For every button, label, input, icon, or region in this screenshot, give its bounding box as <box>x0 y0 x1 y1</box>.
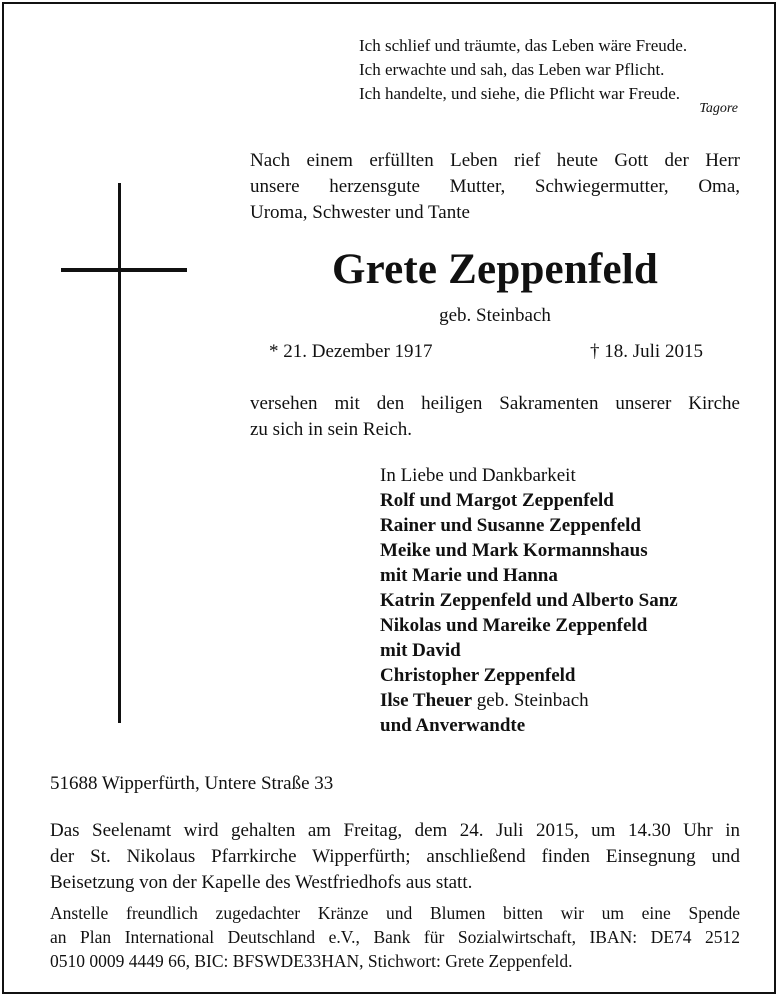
donation-line: an Plan International Deutschland e.V., Bank für Sozialwirtschaft, IBAN: DE74 2512 <box>50 927 740 947</box>
service-line: der St. Nikolaus Pfarrkirche Wipperfürth; anschließend finden Einsegnung und <box>50 846 740 867</box>
intro-line: Nach einem erfüllten Leben rief heute Gott der Herr <box>250 150 740 171</box>
mourners-intro: In Liebe und Dankbarkeit <box>380 465 576 486</box>
intro-line: Uroma, Schwester und Tante <box>250 202 470 223</box>
mourners-closing: und Anverwandte <box>380 715 526 736</box>
mourner-name: Meike und Mark Kormannshaus <box>380 540 648 561</box>
cross-icon <box>118 183 121 723</box>
intro-line: unsere herzensgute Mutter, Schwiegermutter, Oma, <box>250 176 740 197</box>
mourner-name: Christopher Zeppenfeld <box>380 665 576 686</box>
death-date: † 18. Juli 2015 <box>590 341 703 362</box>
mourner-ilse-name: Ilse Theuer <box>380 690 473 711</box>
poem-line: Ich schlief und träumte, das Leben wäre Freude. <box>359 36 688 55</box>
intro-text <box>250 148 740 226</box>
service-line: Das Seelenamt wird gehalten am Freitag, dem 24. Juli 2015, um 14.30 Uhr in <box>50 820 740 841</box>
poem-line: Ich erwachte und sah, das Leben war Pflicht. <box>359 60 665 79</box>
mourner-name: Rolf und Margot Zeppenfeld <box>380 490 614 511</box>
sacraments-line: versehen mit den heiligen Sakramenten unserer Kirche <box>250 393 740 414</box>
deceased-name: Grete Zeppenfeld <box>331 246 659 293</box>
mourner-name: mit David <box>380 640 461 661</box>
poem <box>359 34 687 106</box>
poem-line: Ich handelte, und siehe, die Pflicht war Freude. <box>359 84 681 103</box>
address: 51688 Wipperfürth, Untere Straße 33 <box>50 773 334 794</box>
service-line: Beisetzung von der Kapelle des Westfriedhofs aus statt. <box>50 872 473 893</box>
mourner-name: Katrin Zeppenfeld und Alberto Sanz <box>380 590 678 611</box>
mourner-name: mit Marie und Hanna <box>380 565 558 586</box>
sacraments-line: zu sich in sein Reich. <box>250 419 412 440</box>
donation-line: Anstelle freundlich zugedachter Kränze und Blumen bitten wir um eine Spende <box>50 903 740 923</box>
mourner-ilse <box>380 688 678 713</box>
service-text <box>50 818 740 896</box>
poem-author: Tagore <box>699 101 738 116</box>
cross-icon-bar <box>61 268 187 272</box>
maiden-name: geb. Steinbach <box>439 305 551 326</box>
mourner-name: Nikolas und Mareike Zeppenfeld <box>380 615 648 636</box>
sacraments-text <box>250 391 740 443</box>
mourner-ilse-suffix: geb. Steinbach <box>472 690 589 711</box>
mourners <box>380 463 678 738</box>
donation-line: 0510 0009 4449 66, BIC: BFSWDE33HAN, Stichwort: Grete Zeppenfeld. <box>50 951 573 971</box>
birth-date: * 21. Dezember 1917 <box>269 341 433 362</box>
donation-text <box>50 901 740 973</box>
mourner-name: Rainer und Susanne Zeppenfeld <box>380 515 641 536</box>
